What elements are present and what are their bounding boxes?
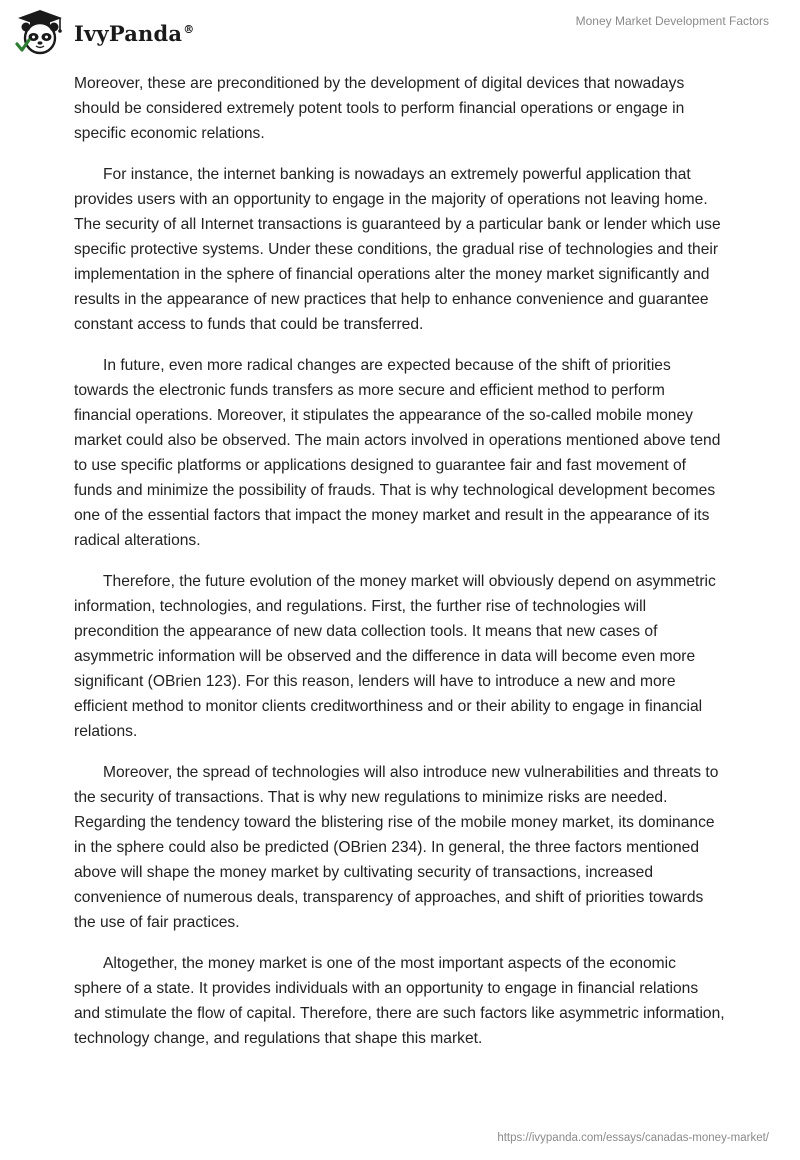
page-header: [0, 0, 800, 60]
registered-mark: ®: [183, 22, 195, 36]
essay-body: [74, 71, 726, 1067]
document-title: Money Market Development Factors: [575, 14, 769, 28]
brand-logo[interactable]: [14, 8, 194, 56]
paragraph: Altogether, the money market is one of the most important aspects of the economic sphere of a state. It provides individuals with an opportunity to engage in financial relations and stimulate the flow of capital. Therefore, there are such factors like asymmetric information, technology change, and regulations that shape this market.: [74, 955, 725, 1047]
paragraph: Therefore, the future evolution of the money market will obviously depend on asymmetric information, technologies, and regulations. First, the further rise of technologies will precondition the appearance of new data collection tools. It means that new cases of asymmetric information will be observed and the difference in data will become even more significant (OBrien 123). For this reason, lenders will have to introduce a new and more efficient method to monitor clients creditworthiness and or their ability to engage in financial relations.: [74, 573, 716, 740]
brand-name: IvyPanda®: [74, 20, 195, 46]
paragraph: Moreover, the spread of technologies will also introduce new vulnerabilities and threats to the security of transactions. That is why new regulations to minimize risks are needed. Regarding the tendency toward the blistering rise of the mobile money market, its dominance in the sphere could also be predicted (OBrien 234). In general, the three factors mentioned above will shape the money market by cultivating security of transactions, increased convenience of numerous deals, transparency of approaches, and shift of priorities towards the use of fair practices.: [74, 764, 719, 931]
panda-logo-icon: [14, 8, 66, 56]
paragraph: For instance, the internet banking is nowadays an extremely powerful application that provides users with an opportunity to engage in the majority of operations not leaving home. The security of all Internet transactions is guaranteed by a particular bank or lender which use specific protective systems. Under these conditions, the gradual rise of technologies and their implementation in the sphere of financial operations alter the money market significantly and results in the appearance of new practices that help to enhance convenience and guarantee constant access to funds that could be transferred.: [74, 166, 721, 333]
paragraph: In future, even more radical changes are expected because of the shift of priorities towards the electronic funds transfers as more secure and efficient method to perform financial operations. Moreover, it stipulates the appearance of the so-called mobile money market could also be observed. The main actors involved in operations mentioned above tend to use specific platforms or applications designed to guarantee fair and fast movement of funds and minimize the possibility of frauds. That is why technological development becomes one of the essential factors that impact the money market and result in the appearance of its radical alterations.: [74, 357, 721, 549]
source-url[interactable]: https://ivypanda.com/essays/canadas-money-market/: [497, 1132, 769, 1144]
paragraph: Moreover, these are preconditioned by the development of digital devices that nowadays should be considered extremely potent tools to perform financial operations or engage in specific economic relations.: [74, 75, 685, 142]
